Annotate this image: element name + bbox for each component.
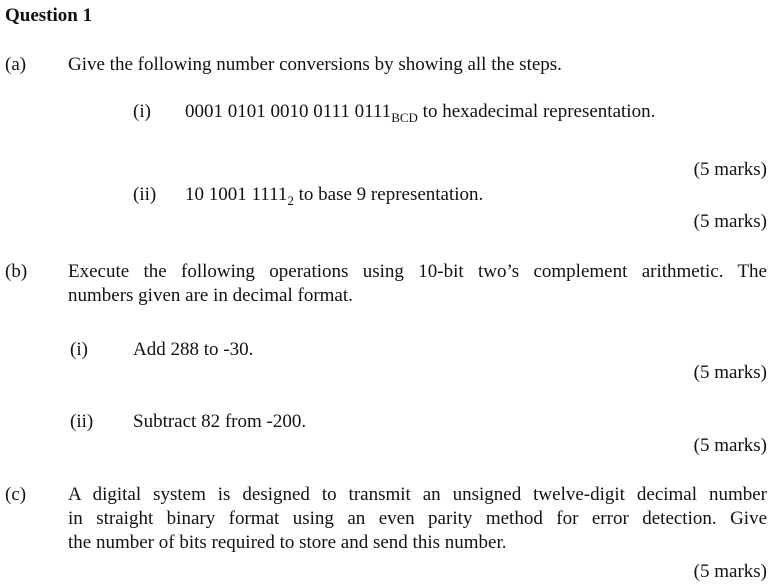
part-b-text [68, 260, 767, 308]
bcd-subscript: BCD [391, 110, 418, 125]
part-b-ii-label: (ii) [70, 411, 94, 432]
part-b-line: numbers given are in decimal format. [68, 285, 353, 306]
part-c-line: in straight binary format using an even parity method for error detection. Give [68, 508, 767, 529]
part-a-label: (a) [5, 54, 27, 75]
part-a-ii-label: (ii) [133, 184, 157, 205]
part-a-i-text [185, 100, 655, 124]
part-a-i-label: (i) [133, 101, 151, 122]
bcd-number: 0001 0101 0010 0111 0111 [185, 101, 392, 122]
binary-number: 10 1001 1111 [185, 184, 288, 205]
part-a-ii-rest: to base 9 representation. [293, 184, 484, 205]
part-a-i-rest: to hexadecimal representation. [417, 101, 656, 122]
part-c-line: A digital system is designed to transmit an unsigned twelve-digit decimal number [68, 484, 767, 505]
part-a-ii-marks: (5 marks) [693, 211, 767, 232]
part-c-label: (c) [5, 484, 27, 505]
part-b-i-text: Add 288 to -30. [133, 339, 254, 360]
part-b-line: Execute the following operations using 10-bit two’s complement arithmetic. The [68, 261, 767, 282]
part-c-text [68, 483, 767, 555]
binary-subscript: 2 [287, 193, 294, 208]
part-a-ii-text [185, 183, 483, 207]
part-c-line: the number of bits required to store and send this number. [68, 532, 507, 553]
part-b-label: (b) [5, 261, 28, 282]
part-b-i-marks: (5 marks) [693, 362, 767, 383]
question-title: Question 1 [5, 5, 93, 26]
part-a-i-marks: (5 marks) [693, 159, 767, 180]
part-a-text: Give the following number conversions by showing all the steps. [68, 54, 562, 75]
part-c-marks: (5 marks) [693, 561, 767, 582]
part-b-i-label: (i) [70, 339, 88, 360]
part-b-ii-marks: (5 marks) [693, 435, 767, 456]
part-b-ii-text: Subtract 82 from -200. [133, 411, 307, 432]
